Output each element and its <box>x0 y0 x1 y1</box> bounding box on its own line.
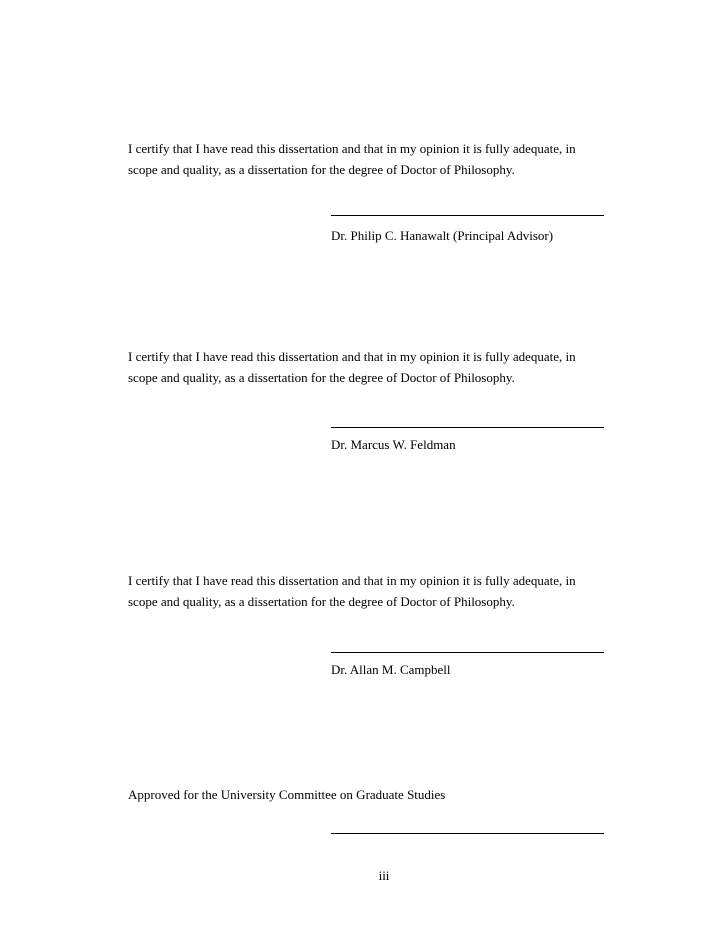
certification-line-2: scope and quality, as a dissertation for the degree of Doctor of Philosophy. <box>128 370 515 385</box>
page-number: iii <box>378 868 390 883</box>
certification-line-2: scope and quality, as a dissertation for the degree of Doctor of Philosophy. <box>128 594 515 609</box>
approval-statement <box>128 784 628 805</box>
approval-signature-line <box>331 833 604 834</box>
signer-name-1: Dr. Philip C. Hanawalt (Principal Advisor) <box>331 228 554 243</box>
certification-statement-1 <box>128 138 628 180</box>
signature-line-2 <box>331 427 604 428</box>
certification-statement-3 <box>128 570 628 612</box>
approval-text: Approved for the University Committee on Graduate Studies <box>128 787 446 802</box>
signature-line-3 <box>331 652 604 653</box>
signer-name-2: Dr. Marcus W. Feldman <box>331 437 456 452</box>
signature-line-1 <box>331 215 604 216</box>
certification-line-1: I certify that I have read this dissertation and that in my opinion it is fully adequate, in <box>128 349 576 364</box>
certification-line-1: I certify that I have read this dissertation and that in my opinion it is fully adequate, in <box>128 141 576 156</box>
certification-statement-2 <box>128 346 628 388</box>
signer-name-3: Dr. Allan M. Campbell <box>331 662 451 677</box>
certification-line-2: scope and quality, as a dissertation for the degree of Doctor of Philosophy. <box>128 162 515 177</box>
certification-line-1: I certify that I have read this dissertation and that in my opinion it is fully adequate, in <box>128 573 576 588</box>
